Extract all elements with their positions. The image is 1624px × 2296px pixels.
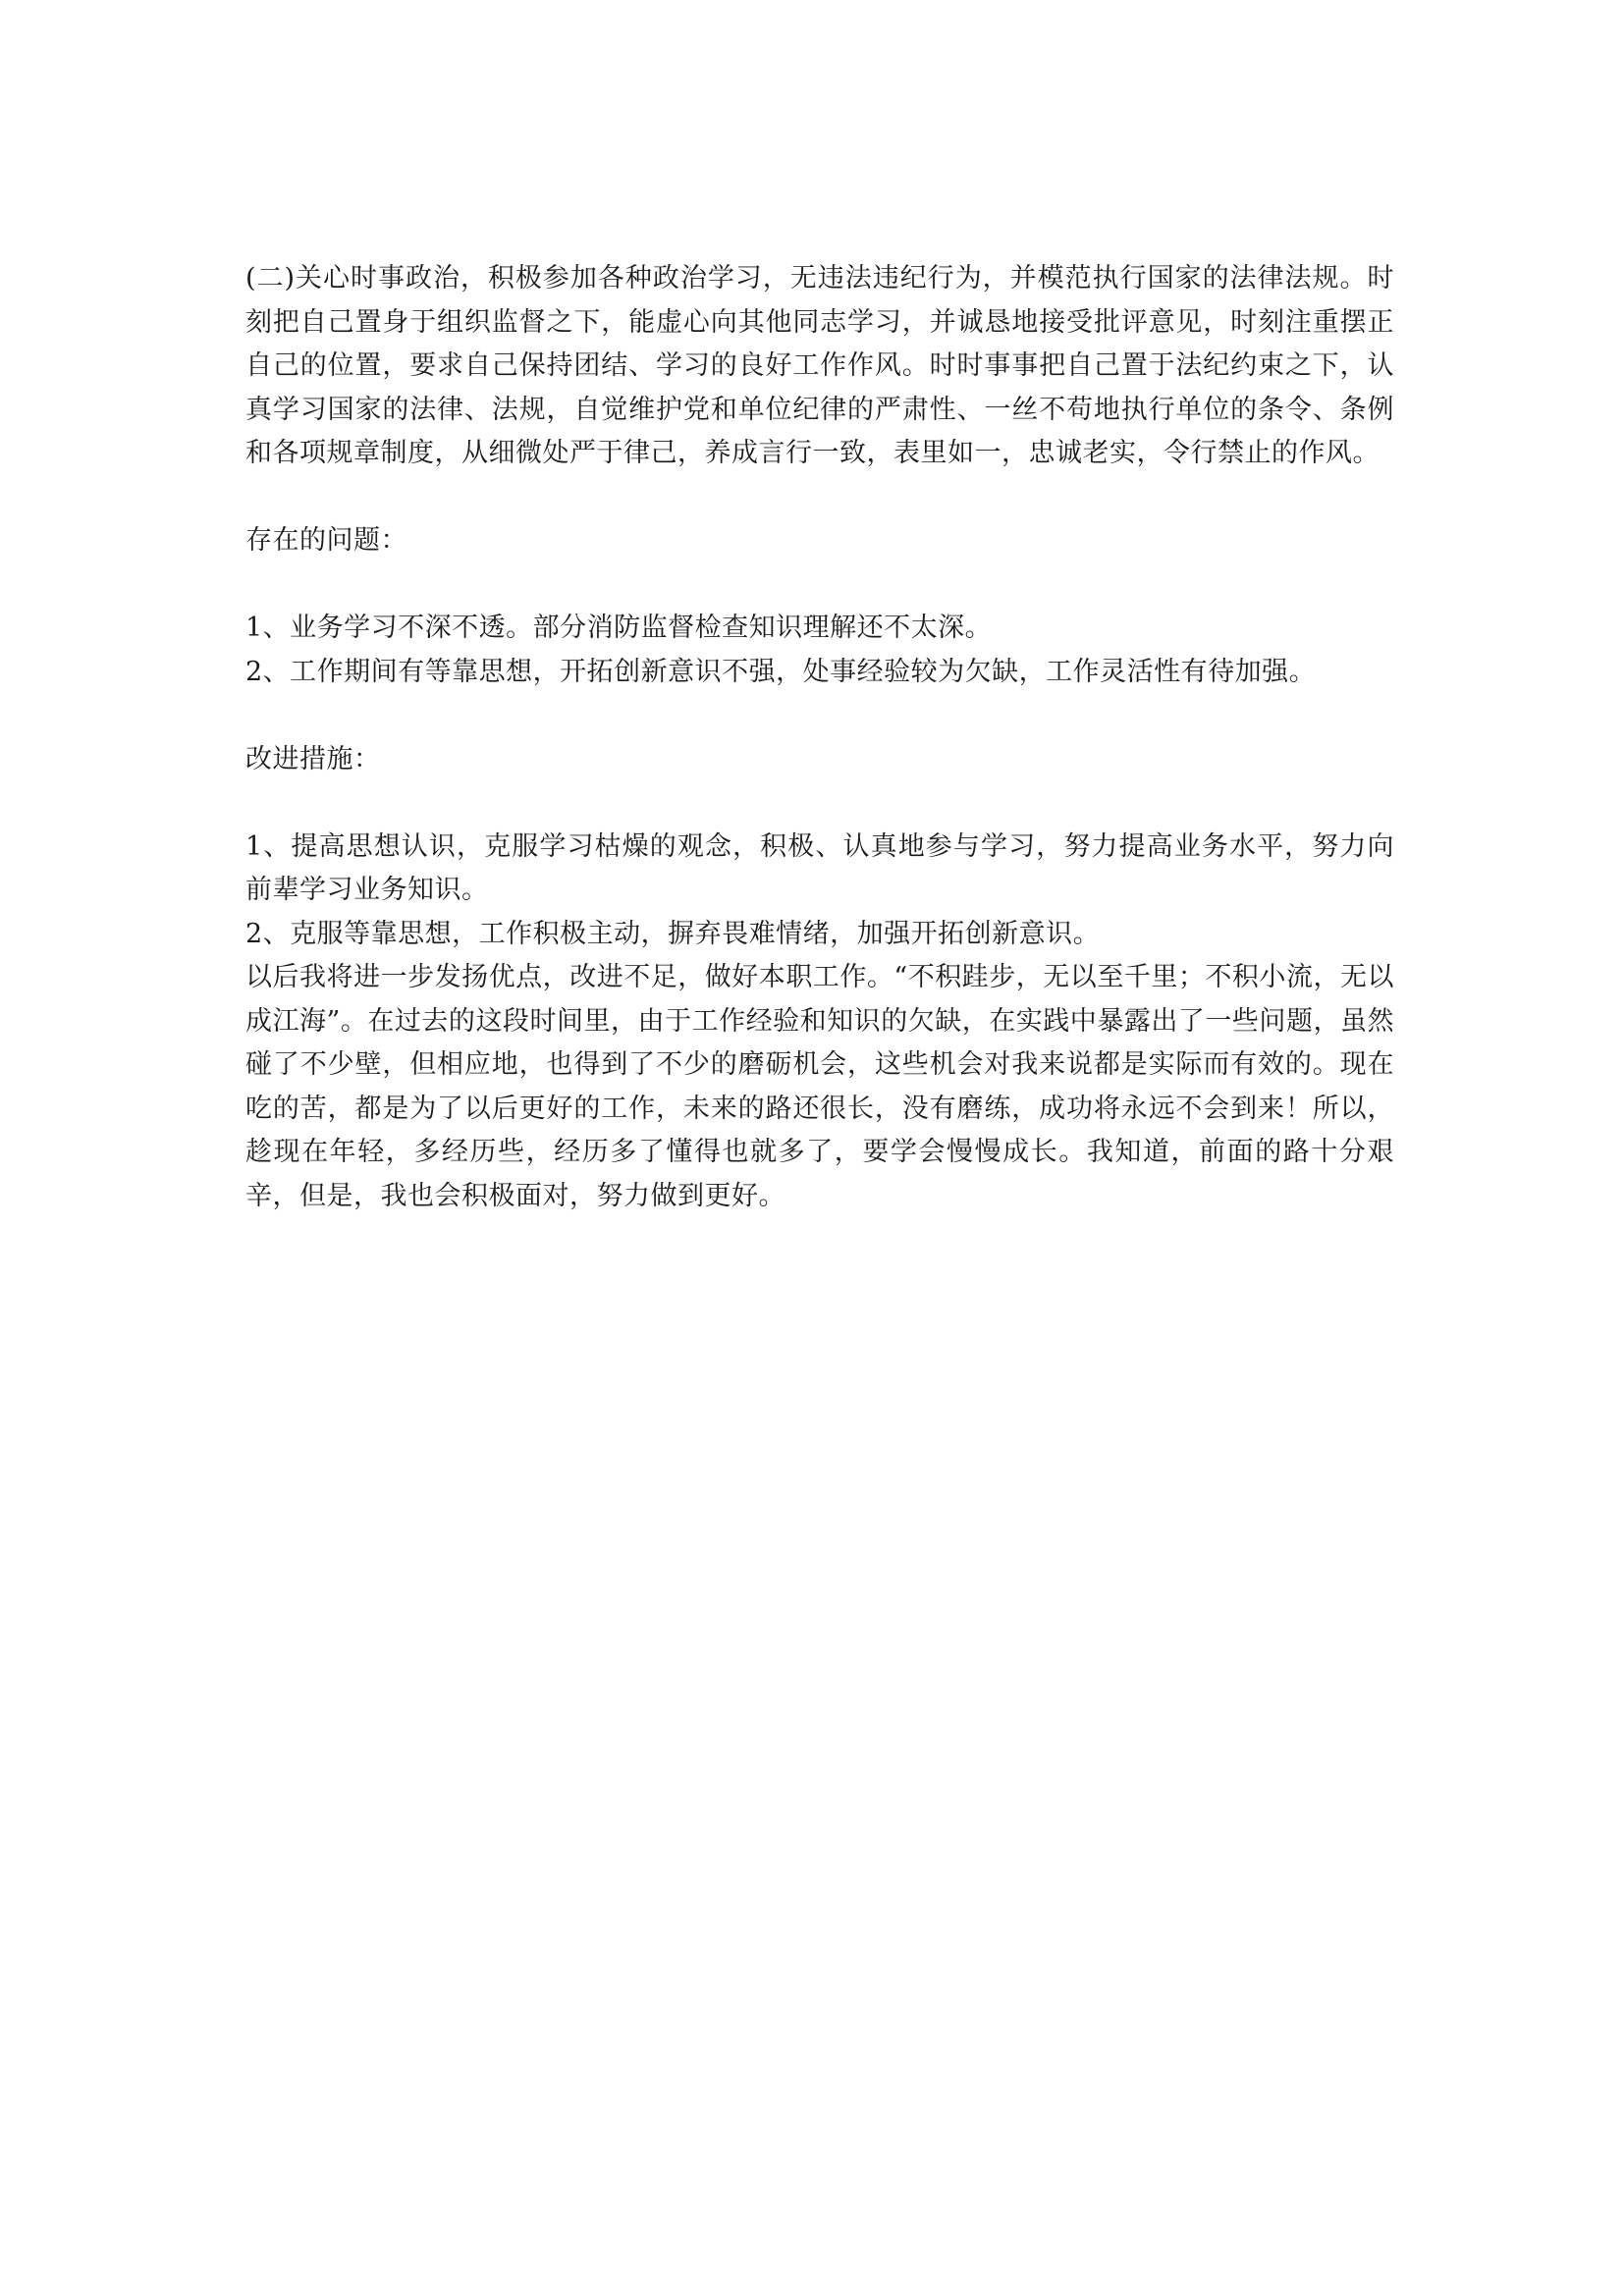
measures-heading: 改进措施： [245, 743, 381, 774]
measure-item-2: 2、克服等靠思想，工作积极主动，摒弃畏难情绪，加强开拓创新意识。 [245, 918, 1101, 949]
paragraph-spacer [245, 476, 1394, 520]
problem-item-2: 2、工作期间有等靠思想，开拓创新意识不强，处事经验较为欠缺，工作灵活性有待加强。 [245, 656, 1317, 687]
document-body [245, 257, 1394, 1218]
paragraph-spacer [245, 563, 1394, 608]
paragraph-spacer [245, 694, 1394, 738]
paragraph-political-study: (二)关心时事政治，积极参加各种政治学习，无违法违纪行为，并模范执行国家的法律法规。时刻把自己置身于组织监督之下，能虚心向其他同志学习，并诚恳地接受批评意见，时刻注重摆正自己的位置，要求自己保持团结、学习的良好工作作风。时时事事把自己置于法纪约束之下，认真学习国家的法律、法规，自觉维护党和单位纪律的严肃性、一丝不苟地执行单位的条令、条例和各项规章制度，从细微处严于律己，养成言行一致，表里如一，忠诚老实，令行禁止的作风。 [245, 263, 1394, 468]
paragraph-spacer [245, 781, 1394, 826]
problem-item-1: 1、业务学习不深不透。部分消防监督检查知识理解还不太深。 [245, 613, 993, 643]
closing-paragraph: 以后我将进一步发扬优点，改进不足，做好本职工作。“不积跬步，无以至千里；不积小流，无以成江海”。在过去的这段时间里，由于工作经验和知识的欠缺，在实践中暴露出了一些问题，虽然碰了不少壁，但相应地，也得到了不少的磨砺机会，这些机会对我来说都是实际而有效的。现在吃的苦，都是为了以后更好的工作，未来的路还很长，没有磨练，成功将永远不会到来！所以，趁现在年轻，多经历些，经历多了懂得也就多了，要学会慢慢成长。我知道，前面的路十分艰辛，但是，我也会积极面对，努力做到更好。 [245, 962, 1394, 1211]
measure-item-1: 1、提高思想认识，克服学习枯燥的观念，积极、认真地参与学习，努力提高业务水平，努力向前辈学习业务知识。 [245, 830, 1394, 905]
problems-heading: 存在的问题： [245, 525, 407, 556]
